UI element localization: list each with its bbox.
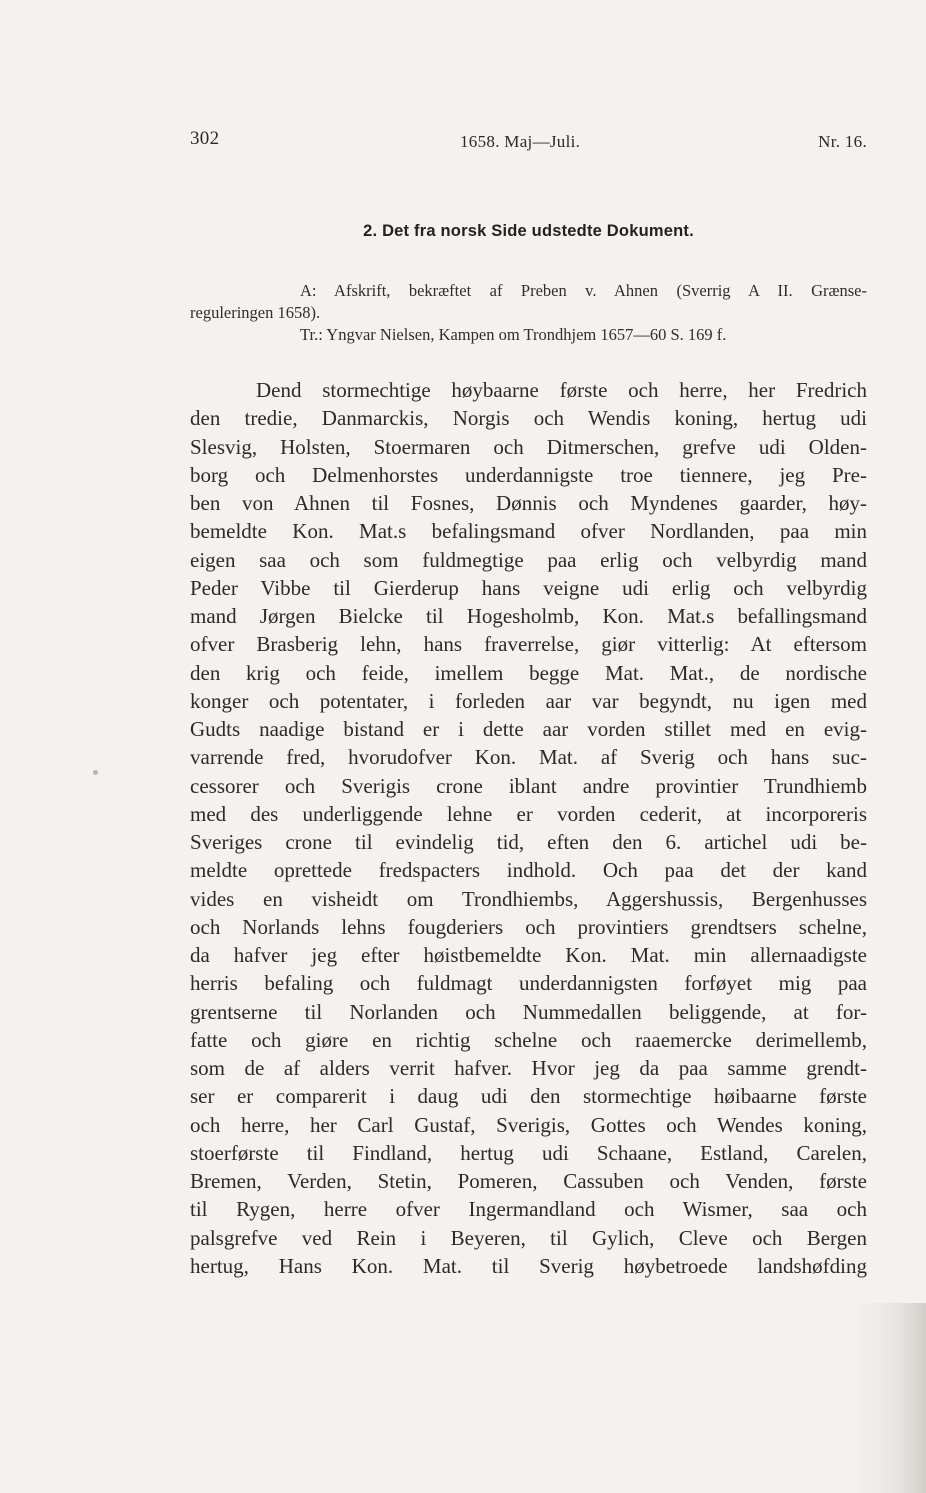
- body-line: med des underliggende lehne er vorden cederit, at incorporeris: [190, 801, 867, 826]
- running-header: [190, 128, 867, 158]
- body-line: til Rygen, herre ofver Ingermandland och Wismer, saa och: [190, 1197, 867, 1222]
- body-line: ben von Ahnen til Fosnes, Dønnis och Myndenes gaarder, høy-: [190, 491, 867, 515]
- body-line: da hafver jeg efter høistbemeldte Kon. Mat. min allernaadigste: [190, 943, 867, 967]
- body-line: mand Jørgen Bielcke til Hogesholmb, Kon. Mat.s befallingsmand: [190, 604, 867, 628]
- body-line: bemeldte Kon. Mat.s befalingsmand ofver Nordlanden, paa min: [190, 519, 867, 544]
- body-line: som de af alders verrit hafver. Hvor jeg da paa samme grendt-: [190, 1056, 867, 1080]
- page-number: 302: [190, 128, 220, 149]
- body-line: Bremen, Verden, Stetin, Pomeren, Cassuben och Venden, første: [190, 1169, 867, 1193]
- body-line: Peder Vibbe til Gierderup hans veigne udi erlig och velbyrdig: [190, 575, 867, 600]
- document-number: Nr. 16.: [818, 132, 867, 151]
- body-line: meldte oprettede fredspacters indhold. Och paa det der kand: [190, 858, 867, 883]
- body-line: Dend stormechtige høybaarne første och herre, her Fredrich: [256, 378, 867, 402]
- page-edge-shadow: [856, 1303, 926, 1493]
- body-line: ser er comparerit i daug udi den stormechtige høibaarne første: [190, 1084, 867, 1109]
- body-line: cessorer och Sverigis crone iblant andre provintier Trundhiemb: [190, 773, 867, 798]
- body-line: hertug, Hans Kon. Mat. til Sverig høybetroede landshøfding: [190, 1253, 867, 1278]
- body-line: grentserne til Norlanden och Nummedallen beliggende, at for-: [190, 999, 867, 1024]
- body-line: palsgrefve ved Rein i Beyeren, til Gylich, Cleve och Bergen: [190, 1225, 867, 1250]
- source-notes: [190, 280, 867, 346]
- body-line: Sveriges crone til evindelig tid, eften den 6. artichel udi be-: [190, 830, 867, 854]
- body-line: fatte och giøre en richtig schelne och raaemercke derimellemb,: [190, 1027, 867, 1052]
- body-line: den krig och feide, imellem begge Mat. Mat., de nordische: [190, 660, 867, 685]
- body-line: varrende fred, hvorudofver Kon. Mat. af Sverig och hans suc-: [190, 745, 867, 770]
- running-title-date: 1658. Maj—Juli.: [460, 132, 581, 151]
- body-line: herris befaling och fuldmagt underdannigsten forføyet mig paa: [190, 971, 867, 996]
- document-body-text: [190, 376, 867, 1280]
- body-line: Slesvig, Holsten, Stoermaren och Ditmerschen, grefve udi Olden-: [190, 434, 867, 459]
- source-tr-line: Tr.: Yngvar Nielsen, Kampen om Trondhjem 1657—60 S. 169 f.: [300, 325, 727, 344]
- body-line: vides en visheidt om Trondhiembs, Aggershussis, Bergenhusses: [190, 886, 867, 911]
- body-line: eigen saa och som fuldmegtige paa erlig och velbyrdig mand: [190, 547, 867, 572]
- body-line: ofver Brasberig lehn, hans fraverrelse, giør vitterlig: At eftersom: [190, 632, 867, 657]
- body-line: den tredie, Danmarckis, Norgis och Wendis koning, hertug udi: [190, 406, 867, 431]
- source-a-line2: reguleringen 1658).: [190, 303, 321, 322]
- body-line: Gudts naadige bistand er i dette aar vorden stillet med en evig-: [190, 717, 867, 741]
- body-line: och Norlands lehns fougderiers och provintiers grendtsers schelne,: [190, 914, 867, 939]
- body-line: konger och potentater, i forleden aar var begyndt, nu igen med: [190, 688, 867, 713]
- body-line: borg och Delmenhorstes underdannigste troe tiennere, jeg Pre-: [190, 462, 867, 487]
- section-heading: 2. Det fra norsk Side udstedte Dokument.: [363, 222, 694, 240]
- body-line: och herre, her Carl Gustaf, Sverigis, Gottes och Wendes koning,: [190, 1112, 867, 1137]
- source-a-line1: A: Afskrift, bekræftet af Preben v. Ahnen (Sverrig A II. Grænse-: [300, 281, 867, 300]
- paper-spot: [93, 770, 98, 775]
- body-line: stoerførste til Findland, hertug udi Schaane, Estland, Carelen,: [190, 1140, 867, 1165]
